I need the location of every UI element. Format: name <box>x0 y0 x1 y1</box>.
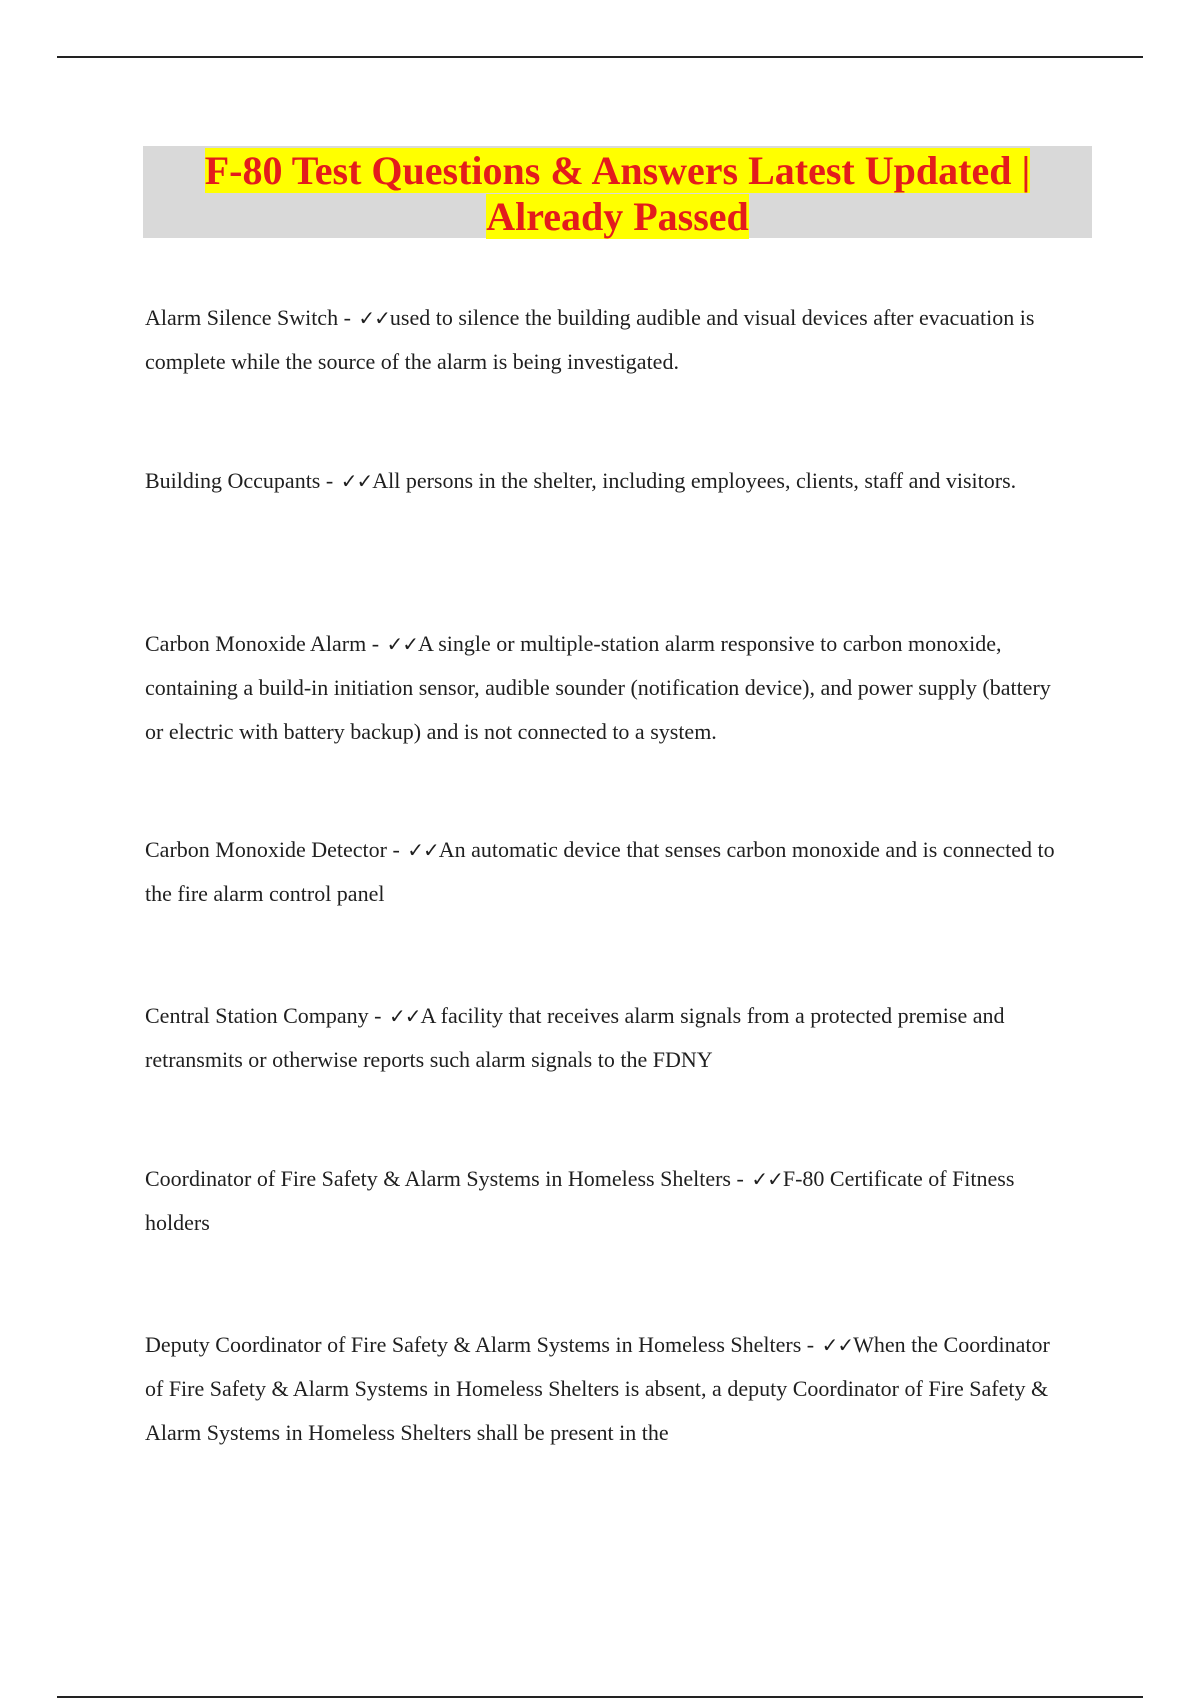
entry-term: Carbon Monoxide Alarm <box>145 631 367 656</box>
page-title-text: F-80 Test Questions & Answers Latest Updated | Already Passed <box>204 148 1031 239</box>
entry-separator: - <box>366 631 385 656</box>
entry-definition: An automatic device that senses carbon monoxide and is connected to the fire alarm control panel <box>145 837 1055 906</box>
entry-definition: All persons in the shelter, including employees, clients, staff and visitors. <box>372 468 1017 493</box>
entry-term: Carbon Monoxide Detector <box>145 837 387 862</box>
definition-entry <box>145 1323 1065 1455</box>
entry-separator: - <box>338 305 357 330</box>
double-check-icon: ✓✓ <box>821 1333 854 1357</box>
entry-term: Alarm Silence Switch <box>145 305 339 330</box>
definition-entry <box>145 622 1065 754</box>
definition-entry <box>145 828 1065 916</box>
entry-definition: When the Coordinator of Fire Safety & Alarm Systems in Homeless Shelters is absent, a deputy Coordinator of Fire Safety & Alarm Systems in Homeless Shelters shall be present in the <box>145 1332 1050 1445</box>
page-title <box>143 146 1092 240</box>
entry-separator: - <box>731 1166 750 1191</box>
double-check-icon: ✓✓ <box>407 838 439 862</box>
double-check-icon: ✓✓ <box>388 1004 421 1028</box>
entry-separator: - <box>320 468 339 493</box>
entry-definition: A single or multiple-station alarm responsive to carbon monoxide, containing a build-in initiation sensor, audible sounder (notification device), and power supply (battery or electric with battery backup) and is not connected to a system. <box>145 631 1051 744</box>
definition-entry <box>145 1157 1065 1245</box>
double-check-icon: ✓✓ <box>358 306 390 330</box>
title-band <box>143 146 1092 238</box>
definition-entry <box>145 296 1065 384</box>
entry-term: Central Station Company <box>145 1003 369 1028</box>
entry-term: Coordinator of Fire Safety & Alarm Systems in Homeless Shelters <box>145 1166 731 1191</box>
bottom-rule <box>57 1696 1143 1698</box>
double-check-icon: ✓✓ <box>340 469 373 493</box>
double-check-icon: ✓✓ <box>386 632 419 656</box>
entry-term: Deputy Coordinator of Fire Safety & Alarm Systems in Homeless Shelters <box>145 1332 802 1357</box>
entry-definition: F-80 Certificate of Fitness holders <box>145 1166 1015 1235</box>
entry-separator: - <box>386 837 406 862</box>
definition-entry <box>145 459 1065 503</box>
top-rule <box>57 56 1143 58</box>
entry-definition: A facility that receives alarm signals from a protected premise and retransmits or otherwise reports such alarm signals to the FDNY <box>145 1003 1005 1072</box>
double-check-icon: ✓✓ <box>751 1167 783 1191</box>
definition-entry <box>145 994 1065 1082</box>
entry-term: Building Occupants <box>145 468 321 493</box>
entry-separator: - <box>368 1003 387 1028</box>
entry-separator: - <box>801 1332 820 1357</box>
entry-definition: used to silence the building audible and visual devices after evacuation is complete while the source of the alarm is being investigated. <box>145 305 1035 374</box>
